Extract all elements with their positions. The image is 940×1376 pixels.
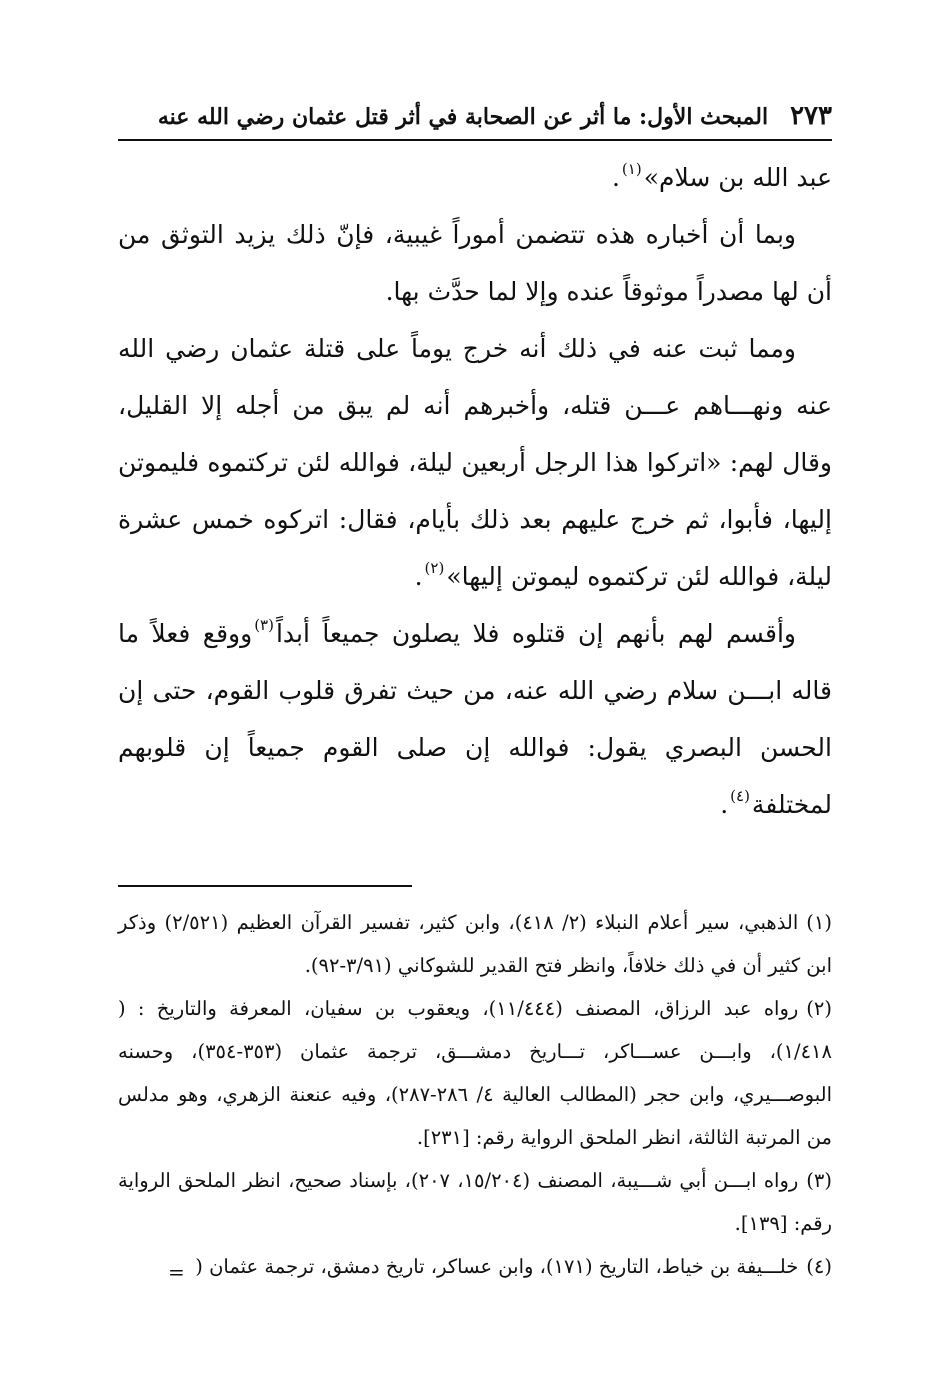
paragraph-4-middle: ووقع فعلاً ما قاله ابـــن سلام رضي الله عنه، من حيث تفرق قلوب القوم، حتى إن الحسن البصري يقول: فوالله إن صلى القوم جميعاً إن قلوبهم لمختلفة xyxy=(118,619,832,819)
paragraph-3-end: . xyxy=(414,562,423,591)
paragraph-3 xyxy=(118,320,832,605)
paragraph-1 xyxy=(118,149,832,206)
footnote-ref-1: (١) xyxy=(621,160,642,178)
footnotes-section xyxy=(118,901,832,1288)
paragraph-2: وبما أن أخباره هذه تتضمن أموراً غيبية، فإنّ ذلك يزيد التوثق من أن لها مصدراً موثوقاً عنده وإلا لما حدَّث بها. xyxy=(118,220,832,306)
running-title: المبحث الأول: ما أثر عن الصحابة في أثر قتل عثمان رضي الله عنه xyxy=(157,104,769,130)
footnote-4 xyxy=(118,1245,832,1288)
footnote-text: رواه ابـــن أبي شـــيبة، المصنف (١٥/٢٠٤، ٢٠٧)، بإسناد صحيح، انظر الملحق الرواية رقم: [١٣٩]. xyxy=(118,1169,832,1235)
page-number: ٢٧٣ xyxy=(790,101,832,131)
paragraph-4 xyxy=(118,605,832,833)
footnote-2 xyxy=(118,987,832,1159)
footnote-number: (٣) xyxy=(806,1169,832,1192)
footnote-ref-3: (٣) xyxy=(254,616,274,634)
paragraph-1-text: عبد الله بن سلام» xyxy=(643,163,832,192)
footnote-divider xyxy=(118,885,412,887)
book-page xyxy=(118,98,832,1288)
paragraph-3-text: ومما ثبت عنه في ذلك أنه خرج يوماً على قتلة عثمان رضي الله عنه ونهـــاهم عـــن قتله، وأخبرهم أنه لم يبق من أجله إلا القليل، وقال لهم: «اتركوا هذا الرجل أربعين ليلة، فوالله لئن تركتموه فليموتن إليها، فأبوا، ثم خرج عليهم بعد ذلك بأيام، فقال: اتركوه خمس عشرة ليلة، فوالله لئن تركتموه ليموتن إليها» xyxy=(118,334,832,591)
footnote-ref-4: (٤) xyxy=(730,787,750,805)
footnote-text: الذهبي، سير أعلام النبلاء (٢/ ٤١٨)، وابن كثير، تفسير القرآن العظيم (٢/٥٢١) وذكر ابن كثير أن في ذلك خلافاً، وانظر فتح القدير للشوكاني (٣/٩١-٩٢). xyxy=(118,911,832,977)
main-text xyxy=(118,149,832,833)
paragraph-4-end: . xyxy=(720,790,729,819)
footnote-text: رواه عبد الرزاق، المصنف (١١/٤٤٤)، ويعقوب بن سفيان، المعرفة والتاريخ : ( ١/٤١٨)، وابـــن عســـاكر، تـــاريخ دمشـــق، ترجمة عثمان (٣٥٣-٣٥٤)، وحسنه البوصـــيري، وابن حجر (المطالب العالية ٤/ ٢٨٦-٢٨٧)، وفيه عنعنة الزهري، وهو مدلس من المرتبة الثالثة، انظر الملحق الرواية رقم: [٢٣١]. xyxy=(118,997,832,1149)
footnote-1 xyxy=(118,901,832,987)
footnote-text: خلـــيفة بن خياط، التاريخ (١٧١)، وابن عساكر، تاريخ دمشق، ترجمة عثمان ( xyxy=(195,1255,799,1278)
footnote-ref-2: (٢) xyxy=(424,559,445,577)
page-header xyxy=(118,98,832,141)
continuation-mark: = xyxy=(168,1260,185,1284)
footnote-number: (٤) xyxy=(806,1255,832,1278)
footnote-3 xyxy=(118,1159,832,1245)
footnote-number: (١) xyxy=(806,911,832,934)
paragraph-4-start: وأقسم لهم بأنهم إن قتلوه فلا يصلون جميعاً أبداً xyxy=(275,619,796,648)
footnote-number: (٢) xyxy=(806,997,832,1020)
paragraph-1-end: . xyxy=(611,163,620,192)
